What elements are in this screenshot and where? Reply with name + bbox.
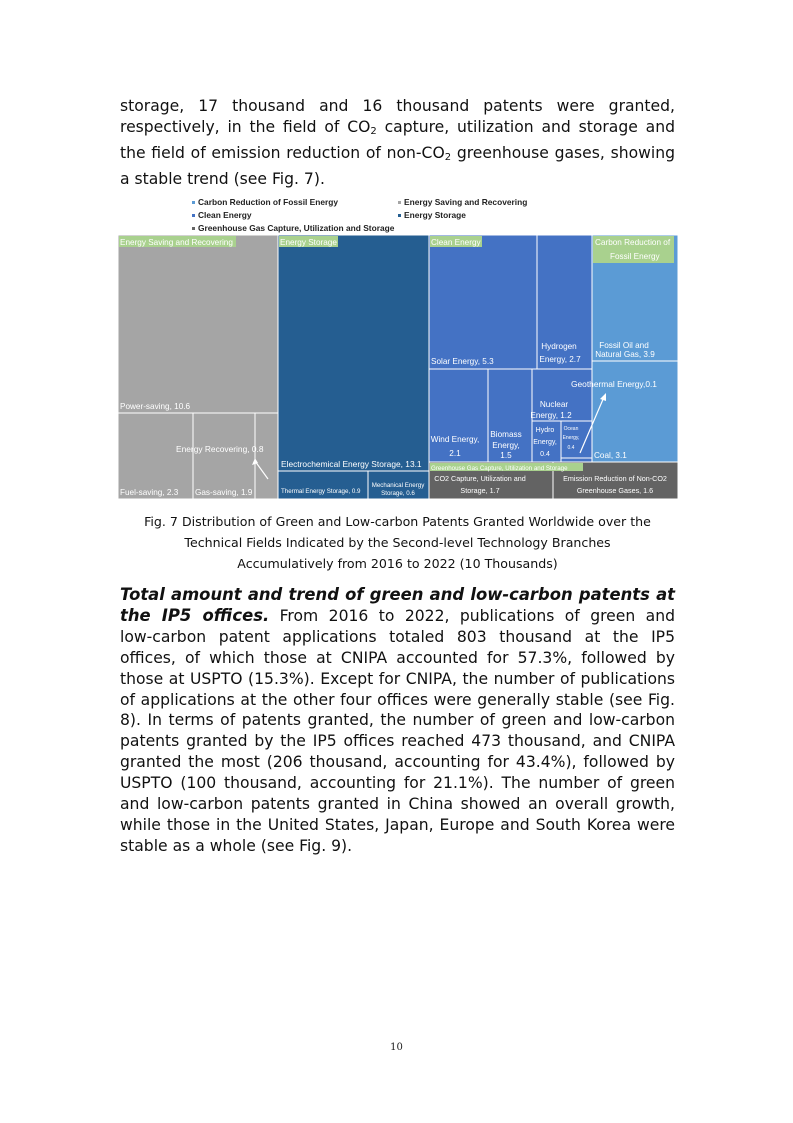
group-label-clean: Clean Energy [431,238,481,247]
text-line: the IP5 offices. From 2016 to 2022, publications of green and [120,605,675,625]
text-line: of applications at the other four offices were generally stable (see Fig. [120,690,675,709]
label-fuel: Fuel-saving, 2.3 [120,488,179,497]
legend-item: Energy Saving and Recovering [398,197,527,207]
paragraph-intro [120,96,675,190]
label-mech: Mechanical Energy [371,482,425,489]
group-label-ghg: Greenhouse Gas Capture, Utilization and Storage [431,465,568,472]
text-line: respectively, in the field of $CO_2$ capture, utilization and storage and [120,117,675,137]
label-geothermal: Geothermal Energy,0.1 [571,379,657,389]
group-label-storage: Energy Storage [280,238,337,247]
figure-caption [120,512,675,574]
label-thermal: Thermal Energy Storage, 0.9 [281,488,361,495]
caption-line: Technical Fields Indicated by the Second-level Technology Branches [184,534,611,550]
tile-electrochemical-storage [278,235,429,471]
label-biomass: Biomass [490,430,522,439]
treemap-chart [118,193,678,499]
text-line: storage, 17 thousand and 16 thousand patents were granted, [120,97,675,115]
text-line: patents granted by the IP5 offices reached 473 thousand, and CNIPA [120,732,675,751]
label-hydro: Energy, [533,439,557,446]
label-gas: Gas-saving, 1.9 [195,488,253,497]
label-solar: Solar Energy, 5.3 [431,357,494,366]
paragraph-heading: Total amount and trend of green and low-carbon patents at [120,585,675,604]
text-line: and low-carbon patents granted in China showed an overall growth, [120,795,675,814]
tile-energy-recovering [255,413,278,499]
label-electro: Electrochemical Energy Storage, 13.1 [281,459,422,469]
label-wind: 2.1 [449,449,461,458]
treemap-figure [118,193,678,499]
label-hydro: Hydro [535,427,555,434]
text-line: stable as a whole (see Fig. 9). [120,836,353,855]
label-biomass: Energy, [492,441,520,450]
label-non-co2: Greenhouse Gases, 1.6 [576,486,654,495]
text-line: a stable trend (see Fig. 7). [120,169,325,188]
group-label-fossil: Carbon Reduction of [595,238,671,247]
label-ocean: 0.4 [567,445,575,451]
tile-geothermal-energy [561,458,592,462]
tile-solar-energy [429,235,537,369]
label-non-co2: Emission Reduction of Non-CO2 [563,474,667,483]
paragraph-ip5 [120,585,675,857]
label-ccus: CO2 Capture, Utilization and [434,474,526,483]
text-line: while those in the United States, Japan, Europe and South Korea were [120,815,675,834]
tile-gas-saving [193,413,255,499]
label-power: Power-saving, 10.6 [120,402,191,411]
text-line: low-carbon patent applications totaled 803 thousand at the IP5 [120,627,675,646]
text-line: granted the most (206 thousand, accounting for 43.4%), followed by [120,753,675,772]
legend-item: Energy Storage [398,210,466,220]
legend-item: Greenhouse Gas Capture, Utilization and Storage [192,223,394,233]
label-fossil-oil: Natural Gas, 3.9 [595,350,655,359]
group-label-fossil: Fossil Energy [610,252,660,261]
label-ccus: Storage, 1.7 [460,486,500,495]
tile-fuel-saving [118,413,193,499]
label-nuclear: Nuclear [539,400,569,409]
label-coal: Coal, 3.1 [594,451,627,460]
legend-item: Clean Energy [192,210,252,220]
caption-line: Fig. 7 Distribution of Green and Low-carbon Patents Granted Worldwide over the [144,514,651,529]
label-hydro: 0.4 [540,451,550,458]
label-nuclear: Energy, 1.2 [530,411,572,420]
legend-item: Carbon Reduction of Fossil Energy [192,197,338,207]
label-hydrogen: Energy, 2.7 [539,355,581,364]
label-recovering: Energy Recovering, 0.8 [176,444,264,454]
group-label-saving: Energy Saving and Recovering [120,238,233,247]
label-biomass: 1.5 [500,451,512,460]
text-line: 8). In terms of patents granted, the number of green and low-carbon [120,711,675,730]
text-line: the field of emission reduction of non-$CO_2$ greenhouse gases, showing [120,143,675,163]
label-wind: Wind Energy, [430,435,480,444]
label-hydrogen: Hydrogen [541,342,577,351]
label-mech: Storage, 0.6 [381,490,415,497]
label-ocean: Energy, [562,435,580,441]
caption-line: Accumulatively from 2016 to 2022 (10 Thousands) [237,555,558,571]
text-line: offices, of which those at CNIPA accounted for 57.3%, followed by [120,648,675,667]
label-ocean: Ocean [563,426,579,432]
tile-power-saving [118,235,278,413]
text-line: those at USPTO (15.3%). Except for CNIPA, the number of publications [120,669,675,688]
label-fossil-oil: Fossil Oil and [599,341,649,350]
text-line: USPTO (100 thousand, accounting for 21.1%). The number of green [120,774,675,793]
tile-coal [592,361,678,462]
page-number: 10 [390,1042,403,1053]
